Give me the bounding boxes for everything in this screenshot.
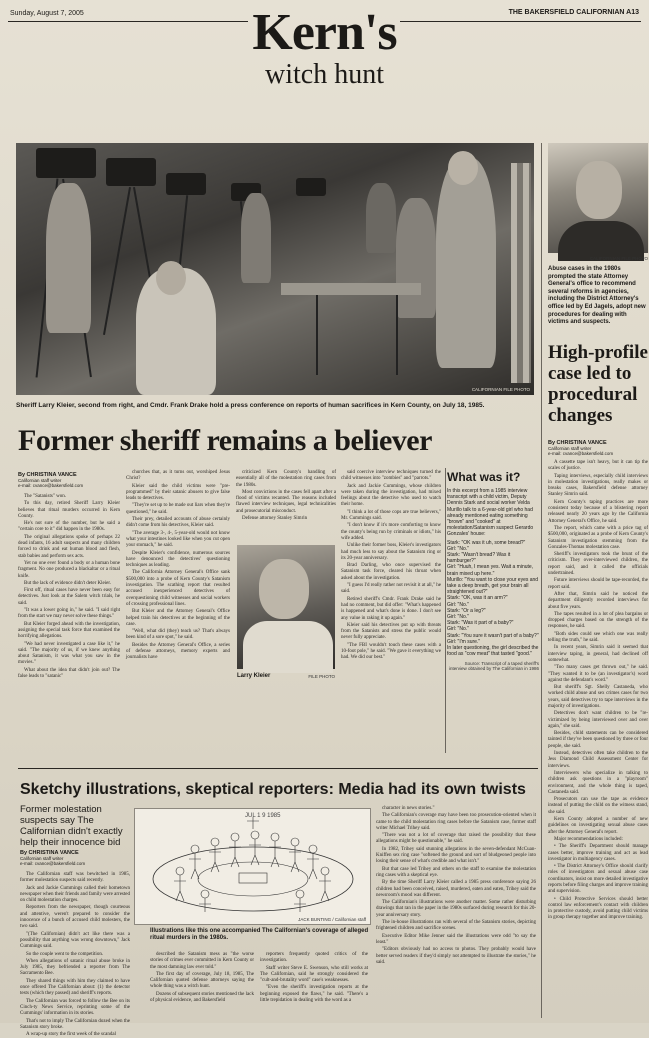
- page-number: A13: [626, 9, 639, 16]
- main-column-4: said coercive interview techniques turned the child witnesses into "zombies" and "parrots." Jack and Jackie Cummings, whose children were taken during the investigation, had mixed feelings about the detective who used to watch their home. "I think a lot of those cops are true believers," Mr. Cummings said. "I don't know if it's more comforting to know the county's being run by criminals or idiots," his wife added. Unlike their former boss, Kleier's investigators had much less to say about the Satanism ring or its 20-year anniversary. Brad Darling, who once supervised the Satanism task force, cleared his throat when asked about the investigation. "I guess I'd really rather not revisit it at all," he said. Retired sheriff's Cmdr. Frank Drake said he had no comment, but did offer: "What's happened is happened and what's done is done. I don't see any value in raking it up again." Kleier said his detectives put up with threats from the Satanists and stress the public would never fully appreciate. "The FBI wouldn't touch these cases with a 10-foot pole," he said. "We gave it everything we had. We did our best.": [341, 470, 441, 661]
- second-byline-block: [20, 850, 130, 866]
- sidebar-headline: High-profile case led to procedural changes: [548, 342, 648, 426]
- press-conference-photo: [16, 143, 534, 395]
- sidebar-role: Californian staff writer: [548, 446, 592, 451]
- series-subtitle: witch hunt: [265, 59, 384, 90]
- illustration-credit: JACK BUNTING / Californian staff: [298, 917, 366, 922]
- sidebar-email: e-mail: cvance@bakersfield.com: [548, 451, 614, 456]
- illustration-caption: Illustrations like this one accompanied The Californian's coverage of alleged ritual murders in the 1980s.: [150, 928, 369, 942]
- page-date: Sunday, August 7, 2005: [10, 10, 84, 17]
- sidebar-divider: [541, 143, 542, 1018]
- box-transcript: Stark: "OK was it uh, some bread?" Girl: "No." Stark: "Wasn't bread? Was it hamburger?" Girl: "Huuh, I mean yes. Wait a minute, brain mixed up here." Murillo: "You want to close your eyes and take a deep breath, get your brain all straightened out?" Stark: "OK, was it an arm?" Girl: "No." Stark: "Or a leg?" Girl: "No." Stark: "Was it part of a baby?" Girl: "No." Stark: "You sure it wasn't part of a baby?" Girl: "I'm sure." In later questioning, the girl described the food as "cow meat" that tasted "good.": [447, 539, 539, 658]
- main-byline-block: [18, 472, 118, 488]
- second-deck: Former molestation suspects say The Californian didn't exactly help their innocence bid: [20, 804, 123, 848]
- portrait-credit: FILE PHOTO: [308, 674, 335, 679]
- illustration-drawing: [135, 809, 370, 924]
- series-title: Kern's: [252, 4, 397, 61]
- portrait-name: Larry Kleier: [237, 673, 271, 679]
- section-rule: [18, 768, 538, 769]
- paper-title: THE BAKERSFIELD CALIFORNIAN: [508, 9, 625, 16]
- ritual-illustration: [134, 808, 371, 925]
- sidebar-body: A cassette tape isn't heavy, but it can tip the scales of justice. Taping interviews, especially child interviews in molestation investigations, really makes or breaks cases, Bakersfield defense attorney Stanley Simrin said. Kern County's taping practices are more consistent today because of a blistering report released nearly 20 years ago by the California Attorney General's Office, he said. The report, which came with a price tag of $500,000, originated as a probe of Kern County's Satanism investigation stemming from the Gonzales-Thomas molestation case. Sheriff's investigators took the brunt of the criticism. They over-interviewed children, the report said, and it called the officials undertrained. Future interviews should be tape-recorded, the report said. After that, Simrin said he noticed the department diligently recorded interviews for about five years. The tapes resulted in a lot of plea bargains or dropped charges based on the strength of the responses, he said. "Both sides could see which one was really telling the truth," he said. In recent years, Simrin said it seemed that interview taping, in general, had declined off somewhat. "Too many cases get thrown out," he said. "They wanted it to be (an investigator's) word against the defendant's word." But sheriff's Sgt. Shelly Castaneda, who worked child abuse and sex crimes cases for two years, said detectives try to tape interviews in the majority of investigations. Detectives don't want children to be "re-victimized by being interviewed over and over again," she said. Besides, child statements can be considered tainted if they've been questioned by three or four people, she said. Instead, detectives often take children to the Jess Diamond Child Assessment Center for interviews. Interviewers who specialize in talking to children ask questions in a "playroom" environment, and the whole thing is taped, Castaneda said. Prosecutors can use the tape as evidence instead of putting the child on the witness stand, she said. Kern County adopted a number of new guidelines on investigating sexual abuse cases after the Attorney General's report. Major recommendations included: • The Sheriff's Department should manage cases better, improve training and act as lead investigator in multiagency cases. • The District Attorney's Office should clarify roles of investigators and sexual abuse case coordinators, insist on more detailed investigative reports before filing charges and improve training and supervision. • Child Protective Services should better control law enforcement's contact with children in protective custody, avoid putting child victims in group therapy together and improve training.: [548, 460, 648, 921]
- second-headline: Sketchy illustrations, skeptical reporters: Media had its own twists: [20, 781, 526, 798]
- second-column-4: character in news stories." The Californian's coverage may have been too prosecution-oriented when it came to the child molestation ring cases before the Satanism case, former staff writer Michael Trihey said. "There was not a lot of coverage that raised the possibility that these allegations might be questionable," he said. In 1982, Trihey said stunning allegations in the seven-defendant McCuan-Kniffen sex ring case "softened the ground and sort of bludgeoned people into losing their sense of what's credible and what isn't." But that case led Trihey and others on the staff to examine the molestation ring cases with a skeptical eye. By the time Sheriff Larry Kleier called a 1985 press conference saying 26 children had been conceived, raised, murdered, eaten and eaten, Trihey said the newsroom's mood was different. The Californian's illustrations were another matter. Some rather disturbing drawings that ran in the paper in the 1980s surfaced during research for this 20-year anniversary story. The in-house illustrations ran with several of the Satanism stories, depicting frightened children and sacrifice scenes. Executive Editor Mike Jenner said the illustrations were odd "to say the least." "Editors obviously had no access to photos. They probably would have better served readers if they'd simply not attempted to illustrate the stories," he said.: [376, 806, 536, 965]
- second-column-2: described the Satanism mess as "the worse stories of crimes ever committed in Kern County or the most damning law ever told." The first day of coverage, July 18, 1985, The Californian quoted defense attorneys saying the whole thing was a witch hunt. Dozens of subsequent stories mentioned the lack of physical evidence, and Bakersfield: [150, 952, 254, 1004]
- main-headline: Former sheriff remains a believer: [18, 424, 432, 457]
- illustration-date-stamp: JUL 1 9 1985: [245, 813, 281, 819]
- second-column-3: reporters frequently quoted critics of the investigation. Staff writer Steve E. Swenson, who still works at The Californian, said he strongly considered the "cult-and-brutality word" case's weaknesses. "Even the sheriff's investigation reports at the beginning exposed the flaws," he said. "There's a little trepidation in dealing with the word as a: [260, 952, 368, 1004]
- sidebar-photo-caption: Abuse cases in the 1980s prompted the state Attorney General's office to recommend several reforms in agencies, including the District Attorney's office led by Ed Jagels, adopt new procedures for dealing with victims and suspects.: [548, 266, 646, 326]
- photo-caption: Sheriff Larry Kleier, second from right, and Cmdr. Frank Drake hold a press conference on reports of human sacrifices in Kern County, on July 18, 1985.: [16, 402, 485, 409]
- box-intro: In this excerpt from a 1985 interview transcript with a child victim, Deputy Dennis Stark and social worker Velda Murillo talk to a 6-year-old girl who had already mentioned eating something "brown" and "cooked" at molestation/Satanism suspect Gerardo Gonzales' house:: [447, 488, 534, 538]
- main-column-3: criticized Kern County's handling of essentially all of the molestation ring cases from the 1980s. Most convictions in the cases fell apart after a flood of victims recanted. The reasons included flawed interview techniques, legal technicalities and prosecutorial misconduct. Defense attorney Stanley Simrin: [236, 470, 336, 522]
- box-divider: [445, 468, 446, 753]
- kleier-portrait: [237, 545, 335, 669]
- sidebar-photo-credit: CALIFORNIAN FILE PHOTO: [589, 256, 648, 261]
- photo-credit: CALIFORNIAN FILE PHOTO: [471, 387, 530, 392]
- main-role: Californian staff writer: [18, 478, 62, 483]
- main-byline: By CHRISTINA VANCE: [18, 472, 77, 478]
- main-email: e-mail: cvance@bakersfield.com: [18, 483, 84, 488]
- main-column-2: churches that, as it turns out, worshiped Jesus Christ? Kleier said the child victims were "pre-programmed" by their satanic abusers to give false leads to detectives. "They're set up to be made out liars when they're questioned," he said. Their prey, detailed accounts of abuse certainly didn't come from his detectives, Kleier said. "The average 3-, 4-, 5-year-old would not know what your intestines looked like when you cut open your stomach," he said. Despite Kleier's confidence, numerous sources have denounced the detectives' questioning techniques as leading. The California Attorney General's Office sank $500,000 into a probe of Kern County's Satanism investigation. The scathing report that resulted accused inexperienced detectives of overquestioning child witnesses and social workers of crossing professional lines. But Kleier and the Attorney General's Office helped train his detectives at the beginning of the case. "Well, what did (they) teach us? That's always been kind of a sore spot," he said. Besides the Attorney General's Office, a series of defense attorneys, memory experts and journalists have: [126, 470, 230, 661]
- box-source: Source: Transcript of a taped sheriff's interview obtained by The Californian in 1986: [449, 661, 539, 672]
- sidebar-portrait-photo: [548, 143, 648, 253]
- sidebar-byline: By CHRISTINA VANCE: [548, 440, 607, 446]
- second-role: Californian staff writer: [20, 856, 64, 861]
- second-byline: By CHRISTINA VANCE: [20, 850, 79, 856]
- box-title: What was it?: [447, 470, 521, 484]
- second-email: e-mail: cvance@bakersfield.com: [20, 861, 86, 866]
- second-column-1: The Californian staff was bewitched in 1985, former molestation suspects said recently. Jack and Jackie Cummings called their hometown newspaper when their friends and family were arrested on child molestation charges. Reporters from the newspaper, though courteous and attentive, weren't prepared to consider the innocence of a bunch of accused child molesters, the two said. "(The Californian) didn't act like there was a possibility that anything was wrong downtown," Jack Cummings said. So the couple went to the competition. When allegations of satanic ritual abuse broke in July 1985, they befriended a reporter from The Sacramento Bee. They shared things with him they claimed to have once offered The Californian about: (1) the detector tests (which they passed) and sheriff's reports. The Californian was forced to follow the Bee on its Cinch-ty News Service, reprinting some of the Cummings' information in its stories. That's not to imply The Californian dozed when the Satanism story broke. A wrap-up story the first week of the scandal: [20, 872, 130, 1038]
- what-was-it-box: [447, 470, 539, 750]
- sidebar-byline-block: [548, 440, 648, 456]
- main-column-1: The "Satanists" won. To this day, retired Sheriff Larry Kleier believes that ritual murders occurred in Kern County. He's not sure of the number, but he said a "certain core to it" did happen in the 1980s. The original allegations spoke of perhaps 22 dead infants, 16 adult suspects and many children forced to drink and eat human blood and flesh, stab babies and perform sex acts. Yet no one ever found a body or a human bone fragment. No one produced a blackaltar or a ritual knife. But the lack of evidence didn't deter Kleier. First off, ritual cases have never been easy for detectives. Just look at the Salem witch trials, he said. "It was a lower going in," he said. "I said right from the start we may never solve these things." But Kleier forged ahead with the investigation, assigning the special task force that examined the horrifying allegations. "We had never investigated a case like it," he said. "The majority of us, if we knew anything about Satanism, it was what you saw in the movies." What about the idea that didn't join out? The false leads to "satanic": [18, 494, 120, 680]
